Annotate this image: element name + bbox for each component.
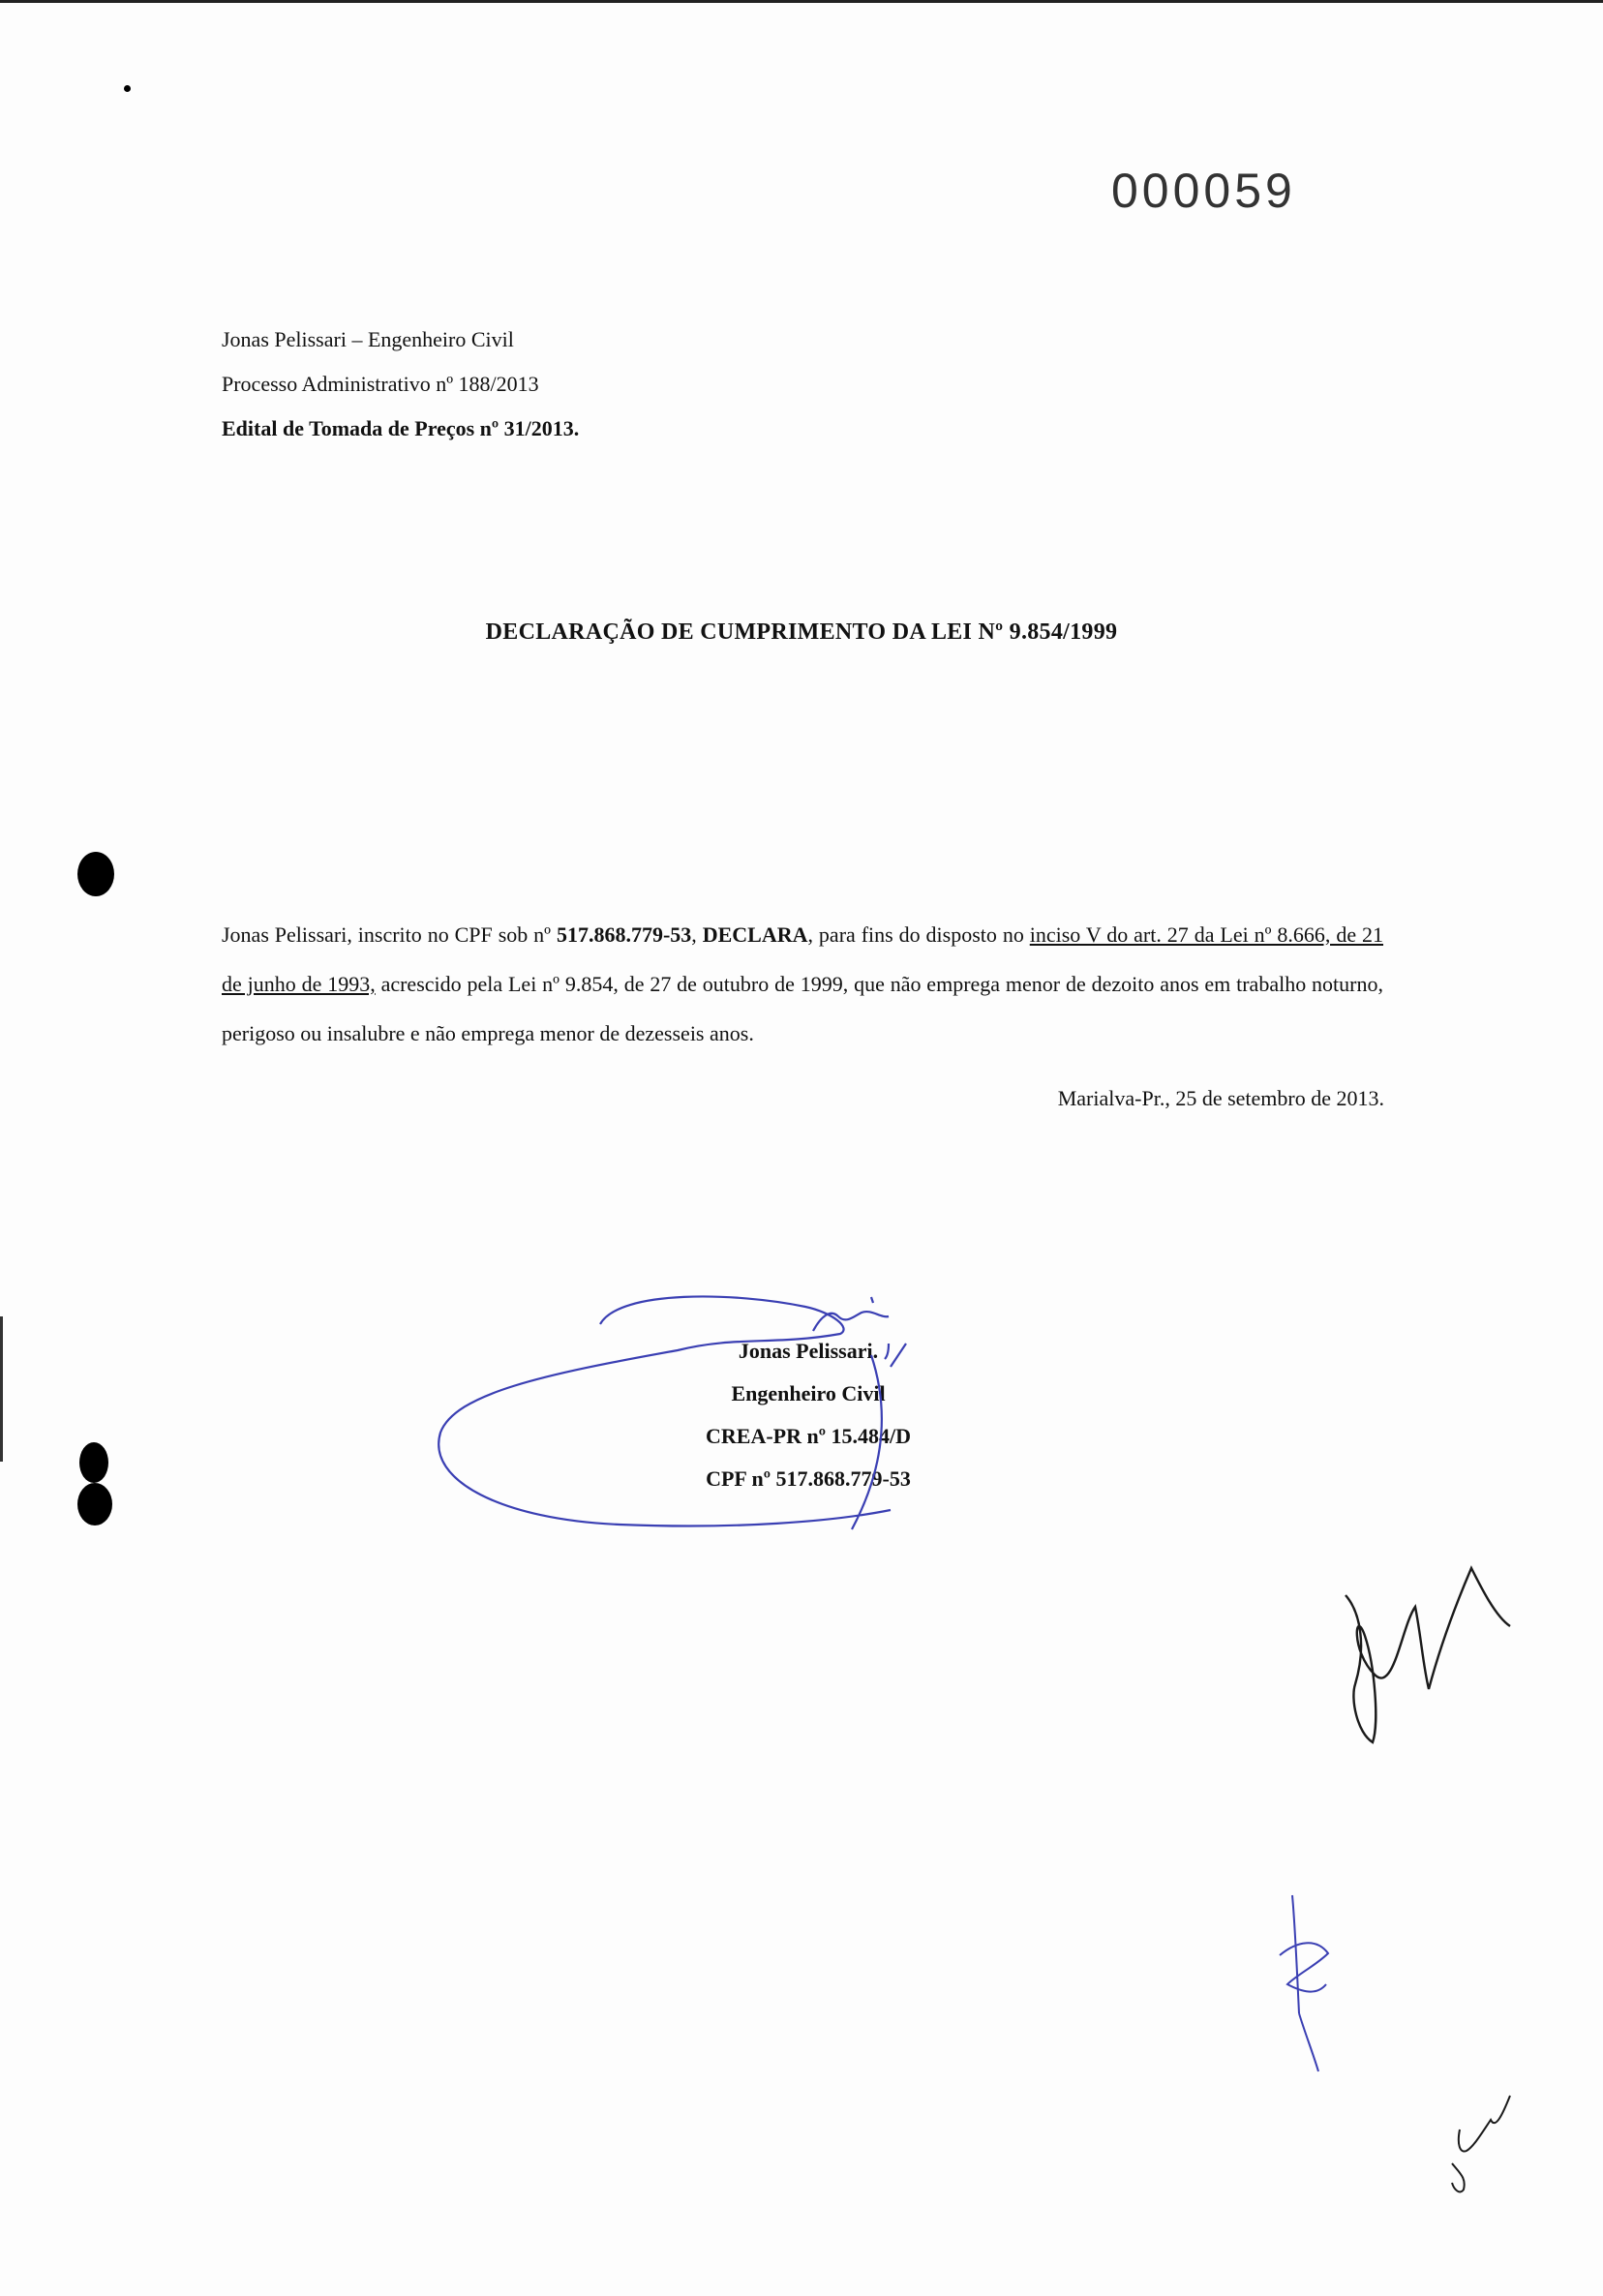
- body-rest: acrescido pela Lei nº 9.854, de 27 de outubro de 1999, que não emprega menor de dezoito anos em trabalho noturno, perigoso ou insalubre e não emprega menor de dezesseis anos.: [222, 972, 1383, 1045]
- header-edital: Edital de Tomada de Preços nº 31/2013.: [222, 416, 580, 440]
- page-top-edge: [0, 0, 1603, 3]
- body-intro: Jonas Pelissari, inscrito no CPF sob nº: [222, 922, 557, 947]
- place-date: Marialva-Pr., 25 de setembro de 2013.: [1057, 1086, 1384, 1110]
- body-sep: ,: [691, 922, 703, 947]
- body-cpf: 517.868.779-53: [556, 922, 692, 947]
- black-rubric-icon: [1280, 1895, 1328, 2071]
- body-legal-reference: inciso V do art. 27 da Lei nº 8.666, de 21 de junho de 1993,: [222, 922, 1384, 996]
- body-declara: DECLARA: [702, 922, 808, 947]
- header-author: Jonas Pelissari – Engenheiro Civil: [222, 327, 514, 351]
- black-mark-icon: [1452, 2096, 1510, 2191]
- signer-name: Jonas Pelissari.: [738, 1339, 879, 1363]
- signature-block: [678, 1330, 939, 1500]
- signer-role: Engenheiro Civil: [731, 1381, 886, 1405]
- punch-hole-upper: [77, 852, 114, 896]
- document-header: [222, 317, 579, 451]
- page-number: 000059: [1111, 164, 1296, 218]
- page-left-edge: [0, 1316, 3, 1462]
- scan-dot-small: [124, 85, 131, 92]
- declaration-body: [222, 910, 1383, 1058]
- signer-cpf: CPF nº 517.868.779-53: [706, 1466, 911, 1491]
- header-process: Processo Administrativo nº 188/2013: [222, 372, 539, 396]
- punch-hole-middle: [79, 1442, 108, 1483]
- signer-crea: CREA-PR nº 15.484/D: [706, 1424, 911, 1448]
- punch-hole-lower: [77, 1483, 112, 1526]
- body-purpose: , para fins do disposto no: [807, 922, 1030, 947]
- black-initials-icon: [1346, 1568, 1510, 1742]
- document-title: DECLARAÇÃO DE CUMPRIMENTO DA LEI Nº 9.854/1999: [485, 619, 1118, 645]
